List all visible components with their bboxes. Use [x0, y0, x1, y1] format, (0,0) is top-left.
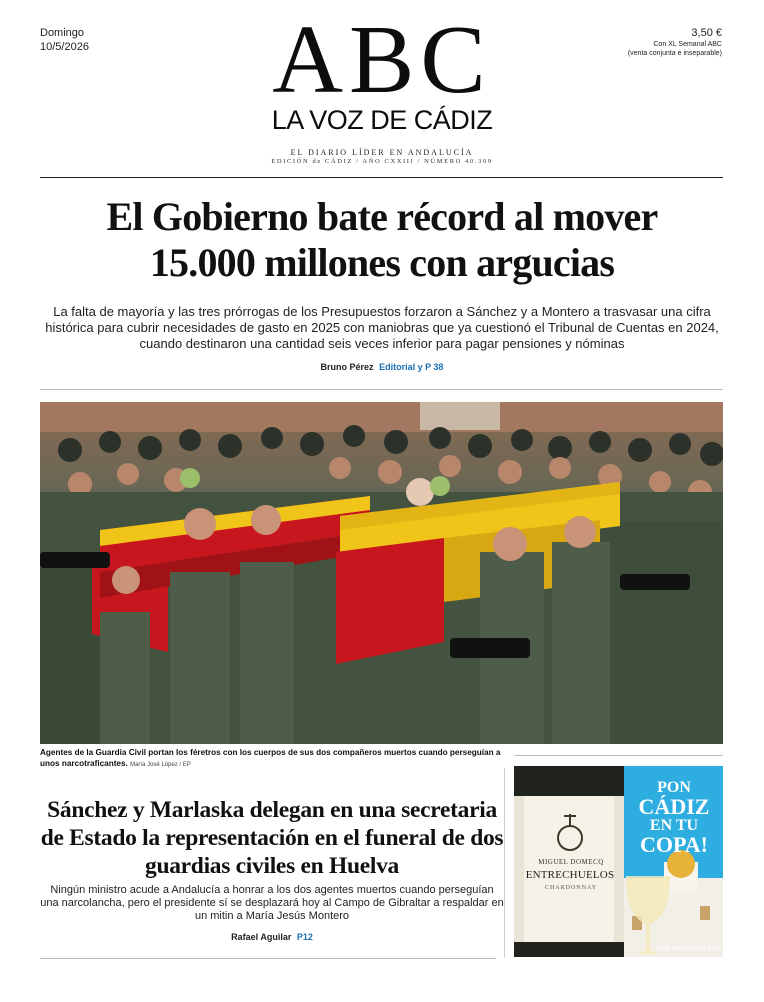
second-headline[interactable]: Sánchez y Marlaska delegan en una secretaria de Estado la representación en el funeral de dos guardias civiles en Huelva — [40, 797, 504, 879]
second-page-ref-link[interactable]: P12 — [296, 932, 313, 942]
ad-slogan-1: PON — [657, 779, 691, 796]
tagline: EL DIARIO LÍDER EN ANDALUCÍA — [290, 148, 474, 157]
masthead-rule — [40, 177, 723, 178]
lead-headline-line-2: 15.000 millones con argucias — [149, 240, 615, 285]
lead-page-ref-link[interactable]: Editorial y P 38 — [379, 362, 444, 372]
second-deck: Ningún ministro acude a Andalucía a honrar a los dos agentes muertos cuando perseguían una narcolancha, pero el presidente sí se desplazará hoy al Campo de Gibraltar a respaldar en un mitin a María Jesús Montero — [40, 884, 504, 922]
photo-caption — [40, 748, 510, 770]
lead-headline[interactable] — [40, 194, 724, 286]
ad-slogan-3: EN TU — [649, 817, 699, 834]
supplement-line-1: Con XL Semanal ABC — [653, 41, 722, 48]
ad-slogan — [626, 778, 722, 857]
masthead-date: 10/5/2026 — [40, 41, 89, 53]
funeral-photo-illustration — [40, 402, 723, 744]
logo-abc: ABC — [272, 6, 492, 114]
lead-deck: La falta de mayoría y las tres prórrogas de los Presupuestos forzaron a Sánchez y a Montero a trasvasar una cifra histórica para cubrir necesidades de gasto en 2025 con maniobras que ya cuestionó el Tribunal de Cuentas en 2024, cuando destinaron una cantidad seis veces inferior para pagar pensiones y nóminas — [45, 304, 719, 351]
ad-slogan-2: CÁDIZ — [638, 794, 710, 819]
ad-slogan-4: COPA! — [639, 832, 709, 857]
lead-headline-line-1: El Gobierno bate récord al mover — [106, 194, 658, 239]
photo-caption-text: Agentes de la Guardia Civil portan los féretros con los cuerpos de sus dos compañeros muertos cuando perseguían a unos narcotraficantes. — [40, 748, 501, 768]
ad-bottle-sub: CHARDONNAY — [544, 885, 598, 891]
second-byline — [40, 932, 504, 942]
lead-bottom-rule — [40, 389, 723, 390]
masthead-price-block — [628, 26, 722, 58]
column-divider — [504, 768, 505, 958]
lead-byline — [40, 362, 724, 372]
wine-advertisement[interactable] — [514, 766, 723, 957]
ad-url-link[interactable]: migueldomecq.com — [656, 943, 722, 952]
lead-author: Bruno Pérez — [320, 362, 374, 372]
second-author: Rafael Aguilar — [231, 932, 292, 942]
ad-brand: ENTRECHUELOS — [525, 869, 615, 881]
logo-subtitle: LA VOZ DE CÁDIZ — [271, 105, 493, 135]
funeral-photo[interactable] — [40, 402, 723, 744]
bottom-rule — [40, 958, 496, 959]
edition-line: EDICIÓN de CÁDIZ / AÑO CXXIII / NÚMERO 40.309 — [271, 158, 493, 165]
masthead-day: Domingo — [40, 27, 85, 39]
ad-bottle-label-small: MIGUEL DOMECQ — [538, 858, 604, 866]
ad-top-rule — [514, 755, 723, 756]
supplement-line-2: (venta conjunta e inseparable) — [627, 50, 722, 57]
price: 3,50 € — [691, 27, 722, 39]
photo-credit: María José López / EP — [130, 761, 191, 768]
